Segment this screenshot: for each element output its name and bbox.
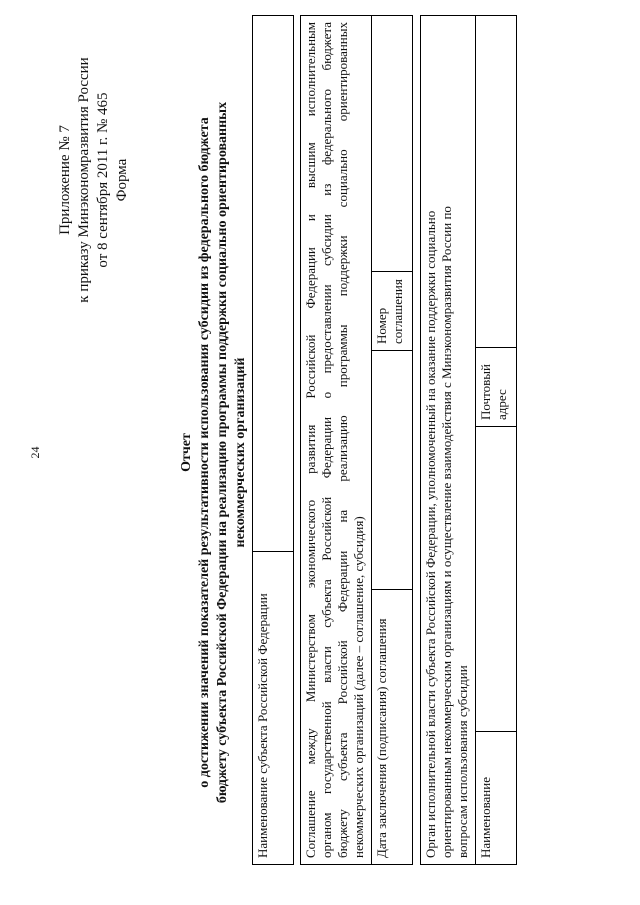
title-line-3: бюджету субъекта Российской Федерации на реализацию программы поддержки социально ориентированных: [215, 101, 230, 804]
appendix-line-1: Приложение № 7: [57, 125, 73, 235]
agreement-line-3: бюджету субъекта Российской Федерации на реализацию программы поддержки социально ориентированных: [335, 22, 350, 858]
agreement-description: [301, 16, 372, 865]
title-line-4: некоммерческих организаций: [233, 357, 248, 548]
appendix-line-4: Форма: [114, 158, 130, 202]
agreement-date-value: [372, 351, 413, 590]
agreement-number-label: [372, 272, 413, 351]
authority-line-2: ориентированным некоммерческим организациям и осуществление взаимодействия с Минэкономразвития России по: [439, 206, 454, 858]
agreement-number-label-line-2: соглашения: [390, 279, 405, 344]
report-title: [178, 20, 250, 885]
authority-description: [421, 16, 476, 865]
agreement-line-1: Соглашение между Министерством экономического развития Российской Федерации и высшим исполнительным: [303, 22, 318, 858]
title-line-1: Отчет: [179, 433, 194, 472]
agreement-line-4: некоммерческих организаций (далее – соглашение, субсидия): [351, 516, 366, 858]
authority-table: [420, 15, 517, 865]
authority-name-label: Наименование: [476, 732, 517, 865]
authority-address-label-line-2: адрес: [494, 389, 509, 420]
agreement-table: [300, 15, 413, 865]
subject-name-table: [252, 15, 294, 865]
agreement-line-2: органом государственной власти субъекта Российской Федерации о предоставлении субсидии из федерального бюджета: [319, 22, 334, 858]
appendix-line-2: к приказу Минэкономразвития России: [76, 57, 92, 303]
agreement-number-value: [372, 16, 413, 272]
authority-line-1: Орган исполнительной власти субъекта Российской Федерации, уполномоченный на оказание поддержки социально: [423, 210, 438, 858]
authority-name-value: [476, 427, 517, 732]
appendix-line-3: от 8 сентября 2011 г. № 465: [95, 92, 111, 268]
title-line-2: о достижении значений показателей результативности использования субсидии из федерального бюджета: [197, 117, 212, 788]
agreement-number-label-line-1: Номер: [374, 307, 389, 344]
subject-name-label: Наименование субъекта Российской Федерации: [253, 552, 294, 865]
authority-address-label-line-1: Почтовый: [478, 364, 493, 420]
authority-address-value: [476, 16, 517, 348]
authority-address-label: [476, 348, 517, 427]
authority-line-3: вопросам использования субсидии: [455, 665, 470, 858]
agreement-date-label: Дата заключения (подписания) соглашения: [372, 590, 413, 865]
subject-name-value: [253, 16, 294, 552]
page-number: 24: [28, 446, 42, 459]
appendix-header: [56, 15, 132, 345]
